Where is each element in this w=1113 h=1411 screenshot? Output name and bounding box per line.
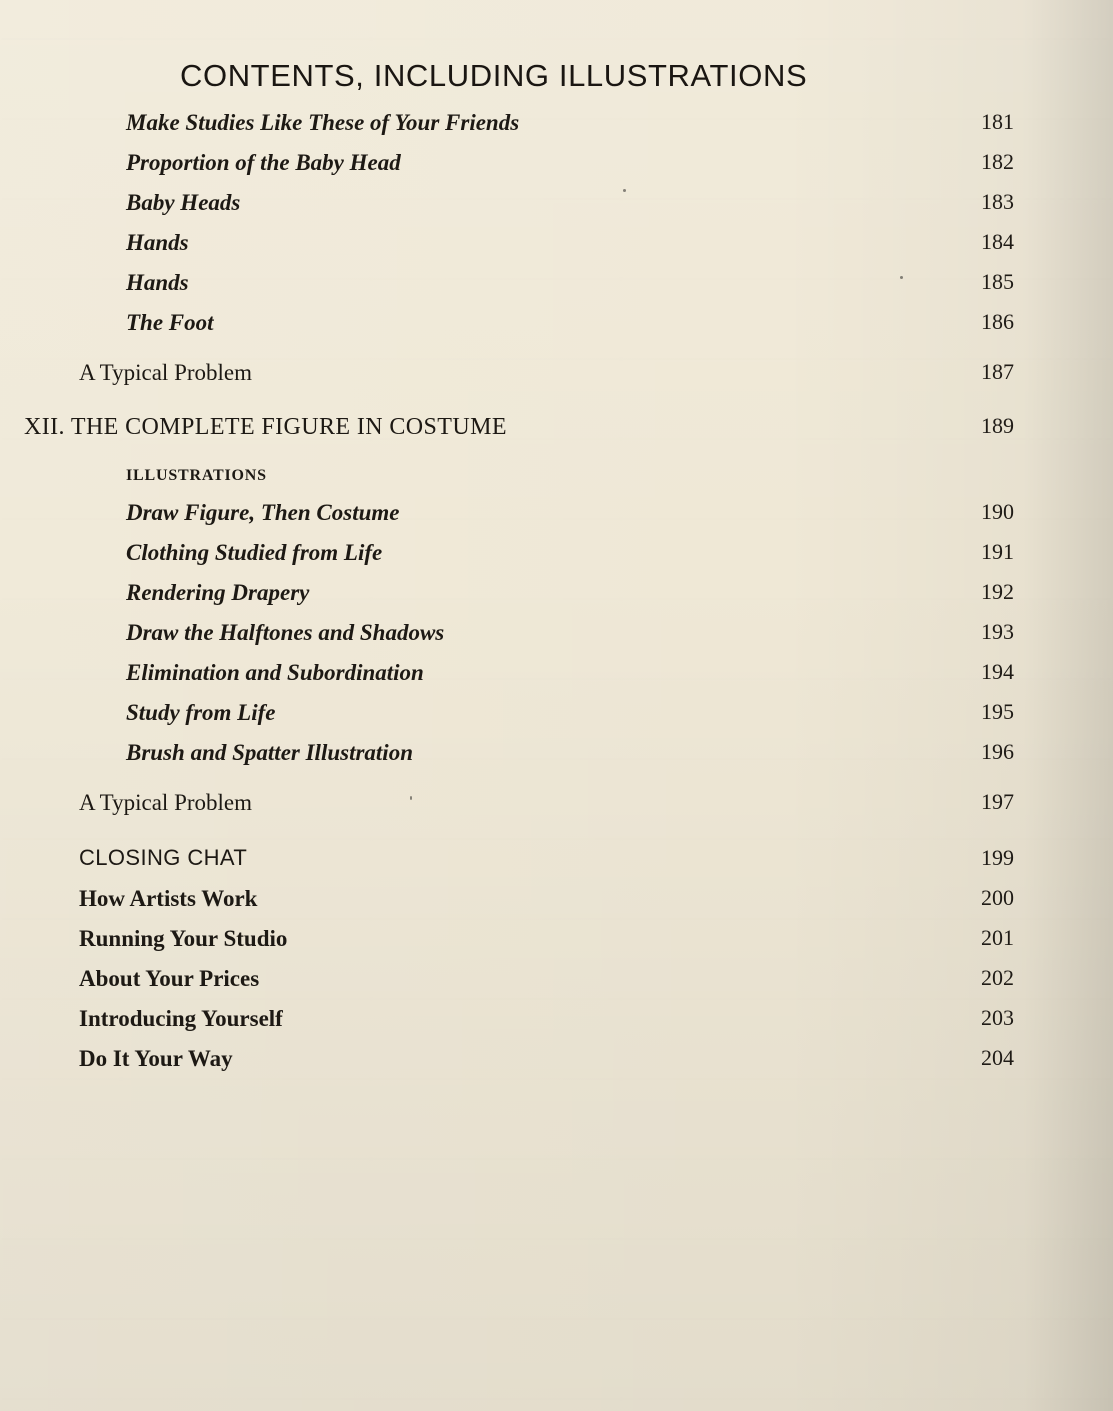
- entry-label: How Artists Work: [79, 886, 258, 911]
- section-page: 199: [981, 845, 1014, 870]
- entry-label: Make Studies Like These of Your Friends: [126, 110, 520, 135]
- entry-page: 181: [981, 109, 1014, 134]
- paper-speck: [900, 276, 903, 279]
- entry-label: The Foot: [126, 310, 214, 335]
- entry-page: 201: [981, 925, 1014, 950]
- entry-page: 187: [981, 359, 1014, 384]
- entry-label: Hands: [126, 270, 189, 295]
- entry-label: Running Your Studio: [79, 926, 288, 951]
- entry-label: Clothing Studied from Life: [126, 540, 383, 565]
- toc-entry-14: [0, 661, 1113, 695]
- entry-page: 192: [981, 579, 1014, 604]
- section-title: CLOSING CHAT: [79, 845, 248, 870]
- chapter-page: 189: [981, 413, 1014, 438]
- paper-speck: [410, 796, 412, 800]
- entry-page: 194: [981, 659, 1014, 684]
- entry-label: Introducing Yourself: [79, 1006, 283, 1031]
- toc-entry-10: [0, 501, 1113, 535]
- entry-label: Rendering Drapery: [126, 580, 310, 605]
- entry-page: 182: [981, 149, 1014, 174]
- toc-entry-2: [0, 151, 1113, 185]
- toc-entry-11: [0, 541, 1113, 575]
- entry-page: 183: [981, 189, 1014, 214]
- entry-label: Proportion of the Baby Head: [126, 150, 401, 175]
- entry-page: 204: [981, 1045, 1014, 1070]
- chapter-heading-xii: [0, 415, 1113, 449]
- toc-entry-17: [0, 791, 1113, 825]
- subheading-label: ILLUSTRATIONS: [126, 467, 267, 484]
- toc-entry-21: [0, 967, 1113, 1001]
- toc-entry-23: [0, 1047, 1113, 1081]
- toc-entry-6: [0, 311, 1113, 345]
- entry-page: 202: [981, 965, 1014, 990]
- page-title: CONTENTS, INCLUDING ILLUSTRATIONS: [180, 58, 808, 93]
- toc-entry-19: [0, 887, 1113, 921]
- toc-entry-1: [0, 111, 1113, 145]
- toc-entry-15: [0, 701, 1113, 735]
- toc-entry-4: [0, 231, 1113, 265]
- entry-label: Do It Your Way: [79, 1046, 233, 1071]
- toc-entry-7: [0, 361, 1113, 395]
- toc-entry-5: [0, 271, 1113, 305]
- entry-page: 200: [981, 885, 1014, 910]
- entry-label: Study from Life: [126, 700, 276, 725]
- entry-label: A Typical Problem: [79, 790, 253, 815]
- toc-entry-3: [0, 191, 1113, 225]
- entry-page: 191: [981, 539, 1014, 564]
- entry-label: Elimination and Subordination: [126, 660, 424, 685]
- paper-speck: [623, 189, 626, 192]
- toc-entry-20: [0, 927, 1113, 961]
- entry-label: Draw Figure, Then Costume: [126, 500, 400, 525]
- entry-label: Brush and Spatter Illustration: [126, 740, 413, 765]
- chapter-title: XII. THE COMPLETE FIGURE IN COSTUME: [24, 414, 507, 440]
- closing-chat-heading: [0, 847, 1113, 881]
- toc-entry-13: [0, 621, 1113, 655]
- entry-page: 203: [981, 1005, 1014, 1030]
- entry-page: 195: [981, 699, 1014, 724]
- entry-page: 186: [981, 309, 1014, 334]
- illustrations-subheading: [0, 468, 1113, 502]
- entry-label: A Typical Problem: [79, 360, 253, 385]
- toc-entry-22: [0, 1007, 1113, 1041]
- entry-label: Baby Heads: [126, 190, 241, 215]
- entry-page: 184: [981, 229, 1014, 254]
- entry-page: 197: [981, 789, 1014, 814]
- toc-entry-16: [0, 741, 1113, 775]
- entry-label: Hands: [126, 230, 189, 255]
- entry-label: Draw the Halftones and Shadows: [126, 620, 445, 645]
- entry-label: About Your Prices: [79, 966, 260, 991]
- entry-page: 193: [981, 619, 1014, 644]
- entry-page: 196: [981, 739, 1014, 764]
- entry-page: 185: [981, 269, 1014, 294]
- entry-page: 190: [981, 499, 1014, 524]
- toc-entry-12: [0, 581, 1113, 615]
